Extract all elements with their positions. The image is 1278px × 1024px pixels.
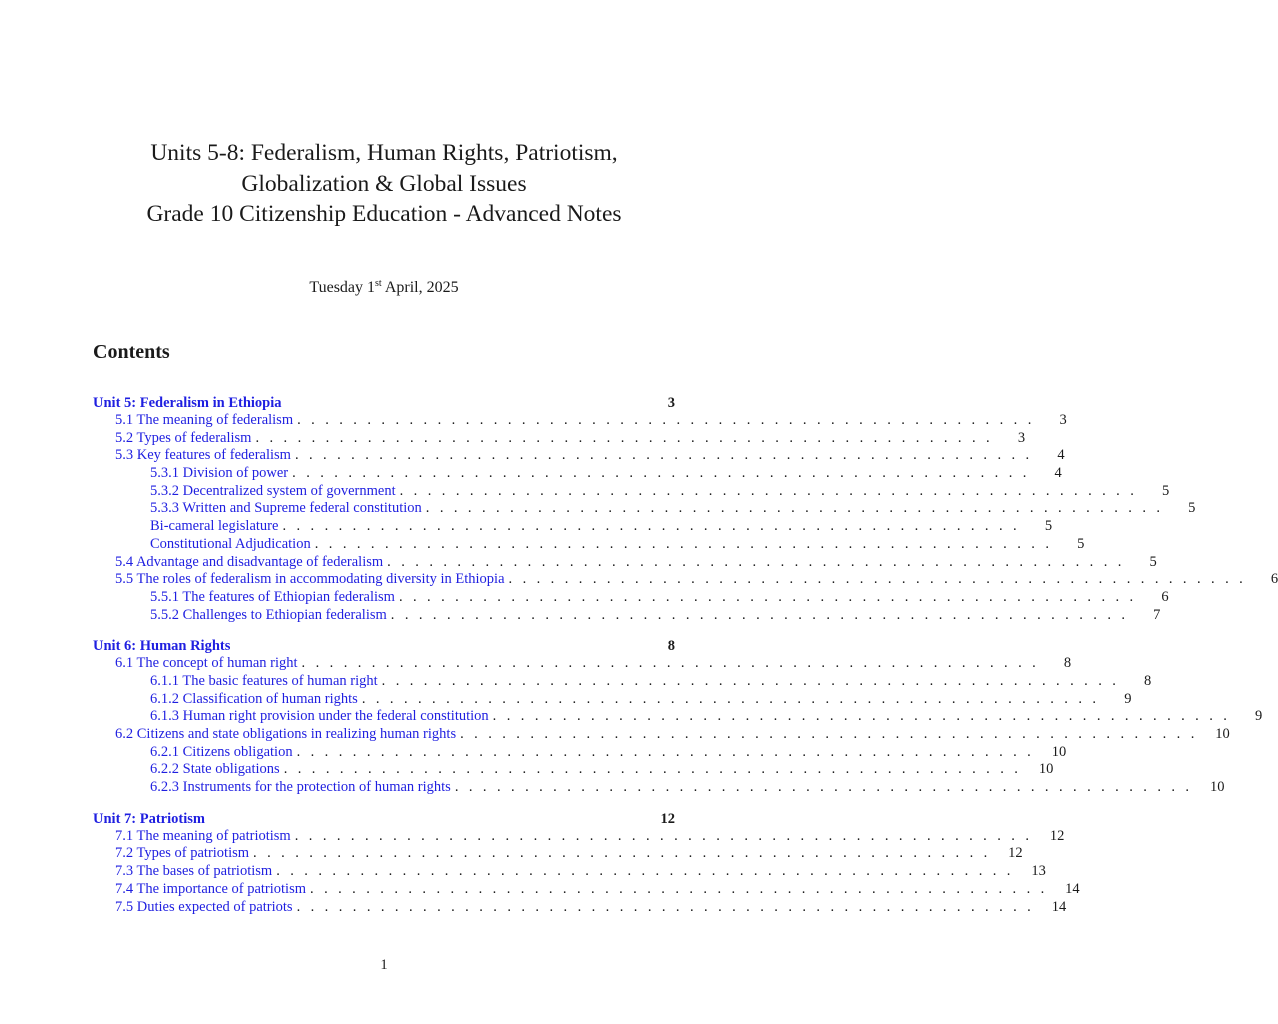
toc-section-entry[interactable] — [93, 863, 1046, 881]
document-date — [0, 279, 768, 297]
toc-section-entry[interactable] — [93, 845, 1023, 863]
toc-leader-dots: . . . . . . . . . . . . . . . . . . . . . . . . . . . . . . . . . . . . . . . . . . . . . . . . . . . . . — [294, 827, 1033, 844]
toc-leader-dots: . . . . . . . . . . . . . . . . . . . . . . . . . . . . . . . . . . . . . . . . . . . . . . . . . . . . . — [296, 898, 1035, 915]
toc-page-number: 4 — [1057, 447, 1065, 464]
toc-page-number: 5 — [1162, 482, 1170, 499]
toc-leader-dots: . . . . . . . . . . . . . . . . . . . . . . . . . . . . . . . . . . . . . . . . . . . . . . . . . . . . . — [253, 845, 991, 862]
toc-leader-dots: . . . . . . . . . . . . . . . . . . . . . . . . . . . . . . . . . . . . . . . . . . . . . . . . . . . . . — [276, 863, 1014, 880]
toc-page-number: 6 — [1161, 588, 1169, 605]
toc-page-number: 5 — [1044, 518, 1053, 535]
toc-entry-label[interactable]: 6.1.3 Human right provision under the federal constitution — [150, 708, 489, 725]
toc-entry-label[interactable]: 5.5 The roles of federalism in accommodating diversity in Ethiopia — [115, 571, 505, 588]
toc-subsubsection-entry[interactable] — [93, 588, 1169, 607]
toc-subsubsection-entry[interactable] — [93, 690, 1132, 709]
toc-entry-label[interactable]: 7.5 Duties expected of patriots — [115, 898, 293, 915]
toc-leader-dots: . . . . . . . . . . . . . . . . . . . . . . . . . . . . . . . . . . . . . . . . . . . . . . . . . . . . . — [381, 672, 1120, 689]
toc-subsubsection-entry[interactable] — [93, 535, 1085, 554]
toc-subsubsection-entry[interactable] — [93, 465, 1062, 483]
toc-entry-label[interactable]: 6.2 Citizens and state obligations in realizing human rights — [115, 726, 457, 742]
toc-subsubsection-entry[interactable] — [93, 779, 1225, 797]
toc-unit-block — [93, 637, 1263, 797]
toc-unit-heading[interactable] — [93, 637, 675, 655]
toc-leader-dots: . . . . . . . . . . . . . . . . . . . . . . . . . . . . . . . . . . . . . . . . . . . . . . . . . . . . . — [310, 880, 1048, 897]
toc-leader-dots: . . . . . . . . . . . . . . . . . . . . . . . . . . . . . . . . . . . . . . . . . . . . . . . . . . . . . — [508, 571, 1247, 588]
toc-section-entry[interactable] — [93, 412, 1067, 430]
toc-leader-dots: . . . . . . . . . . . . . . . . . . . . . . . . . . . . . . . . . . . . . . . . . . . . . . . . . . . . . — [387, 553, 1125, 570]
toc-section-entry[interactable] — [93, 726, 1230, 744]
toc-page-number: 5 — [1149, 553, 1157, 570]
toc-page-number: 12 — [1049, 827, 1065, 844]
toc-subsubsection-entry[interactable] — [93, 672, 1152, 691]
toc-leader-dots: . . . . . . . . . . . . . . . . . . . . . . . . . . . . . . . . . . . . . . . . . . . . . . . . . . . . . — [492, 708, 1231, 725]
toc-page-number: 10 — [1051, 743, 1067, 760]
toc-leader-dots: . . . . . . . . . . . . . . . . . . . . . . . . . . . . . . . . . . . . . . . . . . . . . . . . . . . . . — [454, 779, 1193, 796]
toc-section-entry[interactable] — [93, 571, 1278, 589]
toc-leader-dots: . . . . . . . . . . . . . . . . . . . . . . . . . . . . . . . . . . . . . . . . . . . . . . . . . . . . . — [301, 655, 1040, 672]
toc-page-number: 5 — [1188, 500, 1196, 517]
toc-page-number: 3 — [1017, 429, 1026, 446]
toc-leader-dots: . . . . . . . . . . . . . . . . . . . . . . . . . . . . . . . . . . . . . . . . . . . . . . . . . . . . . — [255, 429, 994, 446]
document-title — [0, 138, 768, 230]
toc-entry-label[interactable]: 5.3.1 Division of power — [150, 465, 289, 482]
toc-entry-label[interactable]: 5.3.3 Written and Supreme federal constitution — [150, 500, 422, 517]
toc-page-number: 5 — [1077, 535, 1085, 552]
toc-leader-dots: . . . . . . . . . . . . . . . . . . . . . . . . . . . . . . . . . . . . . . . . . . . . . . . . . . . . . — [294, 447, 1033, 464]
contents-heading: Contents — [93, 341, 170, 363]
toc-section-entry[interactable] — [93, 429, 1026, 448]
toc-page-number: 8 — [667, 638, 675, 655]
toc-leader-dots: . . . . . . . . . . . . . . . . . . . . . . . . . . . . . . . . . . . . . . . . . . . . . . . . . . . . . — [425, 500, 1164, 517]
toc-unit-heading[interactable] — [93, 810, 675, 828]
toc-section-entry[interactable] — [93, 880, 1080, 899]
toc-subsubsection-entry[interactable] — [93, 482, 1170, 501]
toc-subsubsection-entry[interactable] — [93, 708, 1263, 726]
date-superscript: st — [375, 278, 382, 289]
toc-page-number: 12 — [1008, 845, 1023, 862]
toc-leader-dots: . . . . . . . . . . . . . . . . . . . . . . . . . . . . . . . . . . . . . . . . . . . . . . . . . . . . . — [292, 465, 1030, 482]
toc-page-number: 10 — [1038, 761, 1054, 778]
title-line-1: Units 5-8: Federalism, Human Rights, Patriotism, — [150, 140, 618, 166]
toc-entry-label[interactable]: Constitutional Adjudication — [150, 535, 311, 552]
toc-leader-dots: . . . . . . . . . . . . . . . . . . . . . . . . . . . . . . . . . . . . . . . . . . . . . . . . . . . . . — [361, 690, 1100, 707]
title-line-2: Globalization & Global Issues — [241, 170, 527, 197]
toc-entry-label[interactable]: 7.4 The importance of patriotism — [115, 880, 307, 897]
toc-entry-label[interactable]: 5.1 The meaning of federalism — [115, 412, 294, 428]
toc-entry-label[interactable]: 5.3 Key features of federalism — [115, 447, 291, 464]
toc-unit-block — [93, 394, 1278, 624]
toc-subsubsection-entry[interactable] — [93, 743, 1067, 762]
toc-page-number: 14 — [1065, 880, 1080, 897]
toc-entry-label[interactable]: Unit 6: Human Rights — [93, 638, 231, 655]
table-of-contents — [93, 394, 1278, 929]
toc-page-number: 12 — [660, 810, 675, 827]
toc-section-entry[interactable] — [93, 655, 1072, 673]
title-line-3: Grade 10 Citizenship Education - Advanced Notes — [146, 201, 622, 227]
toc-entry-label[interactable]: 5.5.2 Challenges to Ethiopian federalism — [150, 606, 387, 623]
toc-page-number: 7 — [1153, 606, 1161, 623]
toc-page-number: 8 — [1063, 655, 1072, 672]
toc-subsubsection-entry[interactable] — [93, 500, 1196, 518]
toc-subsubsection-entry[interactable] — [93, 761, 1054, 779]
toc-entry-label[interactable]: 7.1 The meaning of patriotism — [115, 827, 291, 844]
toc-entry-label[interactable]: Bi-cameral legislature — [150, 518, 279, 535]
toc-page-number: 9 — [1124, 690, 1132, 707]
toc-entry-label[interactable]: 6.1 The concept of human right — [115, 655, 298, 672]
toc-subsubsection-entry[interactable] — [93, 518, 1053, 536]
toc-entry-label[interactable]: Unit 7: Patriotism — [93, 810, 205, 827]
toc-unit-heading[interactable] — [93, 394, 675, 412]
toc-leader-dots: . . . . . . . . . . . . . . . . . . . . . . . . . . . . . . . . . . . . . . . . . . . . . . . . . . . . . — [399, 482, 1138, 499]
toc-section-entry[interactable] — [93, 447, 1065, 465]
toc-section-entry[interactable] — [93, 827, 1065, 846]
toc-entry-label[interactable]: 5.4 Advantage and disadvantage of federalism — [115, 553, 384, 570]
toc-entry-label[interactable]: 6.1.1 The basic features of human right — [150, 672, 378, 689]
toc-subsubsection-entry[interactable] — [93, 606, 1161, 625]
date-suffix: April, 2025 — [381, 279, 459, 296]
toc-entry-label[interactable]: 6.2.3 Instruments for the protection of human rights — [150, 779, 451, 796]
toc-page-number: 9 — [1255, 708, 1263, 725]
toc-entry-label[interactable]: Unit 5: Federalism in Ethiopia — [93, 395, 282, 411]
toc-entry-label[interactable]: 5.2 Types of federalism — [115, 429, 252, 446]
toc-leader-dots: . . . . . . . . . . . . . . . . . . . . . . . . . . . . . . . . . . . . . . . . . . . . . . . . . . . . . — [314, 535, 1053, 552]
toc-entry-label[interactable]: 6.2.1 Citizens obligation — [150, 743, 293, 760]
toc-section-entry[interactable] — [93, 898, 1067, 917]
date-prefix: Tuesday 1 — [309, 279, 376, 296]
toc-page-number: 10 — [1215, 726, 1230, 742]
toc-leader-dots: . . . . . . . . . . . . . . . . . . . . . . . . . . . . . . . . . . . . . . . . . . . . . . . . . . . . . — [296, 743, 1035, 760]
toc-page-number: 4 — [1054, 465, 1062, 482]
page-number: 1 — [380, 957, 388, 973]
toc-entry-label[interactable]: 5.5.1 The features of Ethiopian federalism — [150, 588, 395, 605]
toc-page-number: 10 — [1209, 779, 1225, 796]
toc-section-entry[interactable] — [93, 553, 1157, 572]
toc-leader-dots: . . . . . . . . . . . . . . . . . . . . . . . . . . . . . . . . . . . . . . . . . . . . . . . . . . . . . — [283, 761, 1022, 778]
toc-leader-dots: . . . . . . . . . . . . . . . . . . . . . . . . . . . . . . . . . . . . . . . . . . . . . . . . . . . . . — [282, 518, 1021, 535]
toc-page-number: 13 — [1031, 863, 1046, 880]
toc-entry-label[interactable]: 7.2 Types of patriotism — [115, 845, 250, 862]
toc-entry-label[interactable]: 7.3 The bases of patriotism — [115, 863, 273, 880]
toc-leader-dots: . . . . . . . . . . . . . . . . . . . . . . . . . . . . . . . . . . . . . . . . . . . . . . . . . . . . . — [460, 726, 1198, 742]
toc-page-number: 14 — [1051, 898, 1067, 915]
toc-page-number: 8 — [1144, 672, 1152, 689]
toc-unit-block — [93, 810, 1080, 916]
toc-entry-label[interactable]: 6.2.2 State obligations — [150, 761, 280, 778]
toc-page-number: 3 — [667, 395, 675, 411]
toc-leader-dots: . . . . . . . . . . . . . . . . . . . . . . . . . . . . . . . . . . . . . . . . . . . . . . . . . . . . . — [297, 412, 1035, 428]
toc-page-number: 3 — [1059, 412, 1067, 428]
toc-entry-label[interactable]: 5.3.2 Decentralized system of government — [150, 482, 396, 499]
toc-entry-label[interactable]: 6.1.2 Classification of human rights — [150, 690, 358, 707]
toc-page-number: 6 — [1270, 571, 1278, 588]
toc-leader-dots: . . . . . . . . . . . . . . . . . . . . . . . . . . . . . . . . . . . . . . . . . . . . . . . . . . . . . — [390, 606, 1129, 623]
toc-leader-dots: . . . . . . . . . . . . . . . . . . . . . . . . . . . . . . . . . . . . . . . . . . . . . . . . . . . . . — [398, 588, 1137, 605]
